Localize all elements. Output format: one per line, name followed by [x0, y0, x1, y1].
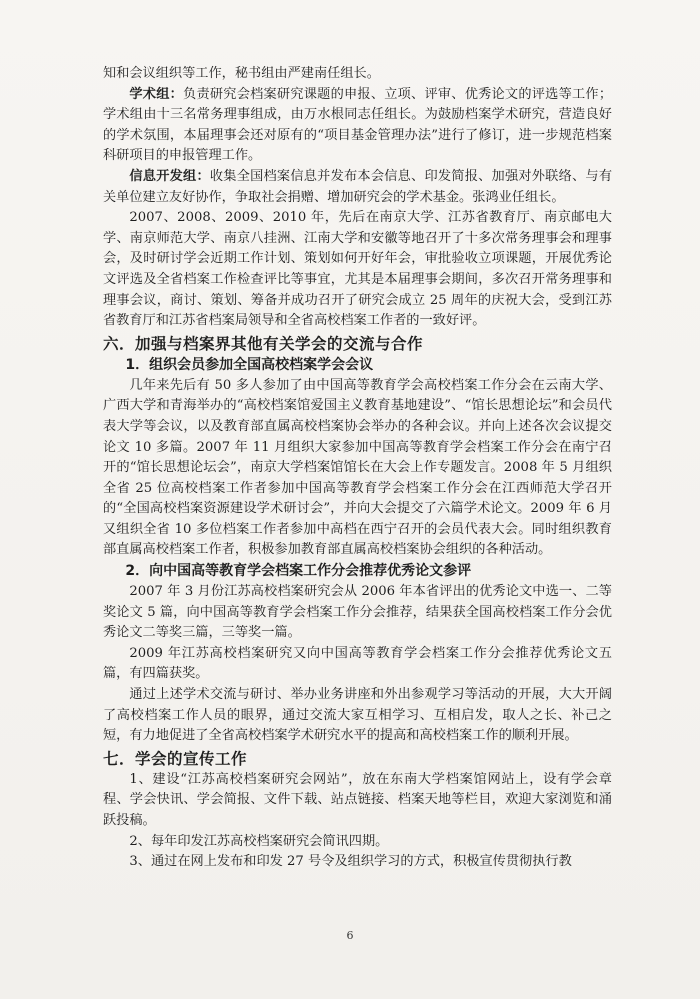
academic-group-lead: 学术组：: [129, 86, 184, 102]
info-group-lead: 信息开发组：: [129, 168, 210, 184]
page-number: 6: [346, 929, 354, 942]
section-6-2-heading: 2．向中国高等教育学会档案工作分会推荐优秀论文参评: [125, 563, 472, 580]
academic-group-paragraph: [103, 85, 612, 167]
section-7-item-3: 3、通过在网上发布和印发 27 号令及组织学习的方式，积极宣传贯彻执行教: [129, 854, 572, 870]
section-7-item-1: 1、建设“江苏高校档案研究会网站”，放在东南大学档案馆网站上，设有学会章程、学会快讯、学会简报、文件下载、站点链接、档案天地等栏目，欢迎大家浏览和涌跃投稿。: [103, 771, 612, 828]
info-group-paragraph: [103, 167, 612, 208]
section-6-summary-paragraph: 通过上述学术交流与研讨、举办业务讲座和外出参观学习等活动的开展，大大开阔了高校档案工作人员的眼界，通过交流大家互相学习、互相启发，取人之长、补己之短，有力地促进了全省高校档案学术研究水平的提高和高校档案工作的顺利开展。: [103, 687, 612, 744]
section-6-1-paragraph: 几年来先后有 50 多人参加了由中国高等教育学会高校档案工作分会在云南大学、广西大学和青海举办的“高校档案馆爱国主义教育基地建设”、“馆长思想论坛”和会员代表大学等会议，以及教育部直属高校档案协会举办的各种会议。并向上述各次会议提交论文 10 多篇。2007 年 11 月组织大家参加中国高等教育学会档案工作分会在南宁召开的“馆长思想论坛会”，南京大学档案馆馆长在大会上作专题发言。2008 年 5 月组织全省 25 位高校档案工作者参加中国高等教育学会档案工作分会在江西师范大学召开的“全国高校档案资源建设学术研讨会”，并向大会提交了六篇学术论文。2009 年 6 月又组织全省 10 多位档案工作者参加中高档在西宁召开的会员代表大会。同时组织教育部直属高校档案工作者，积极参加教育部直属高校档案协会组织的各种活动。: [103, 377, 612, 558]
meetings-paragraph: 2007、2008、2009、2010 年，先后在南京大学、江苏省教育厅、南京邮电大学、南京师范大学、南京八挂洲、江南大学和安徽等地召开了十多次常务理事会和理事会，及时研讨学会近期工作计划、策划如何开好年会，审批验收立项课题，开展优秀论文评选及全省档案工作检查评比等事宜，尤其是本届理事会期间，多次召开常务理事和理事会议，商讨、策划、筹备并成功召开了研究会成立 25 周年的庆祝大会，受到江苏省教育厅和江苏省档案局领导和全省高校档案工作者的一致好评。: [103, 210, 612, 329]
section-7-item-2: 2、每年印发江苏高校档案研究会简讯四期。: [129, 833, 389, 849]
section-6-1-heading: 1．组织会员参加全国高校档案学会会议: [125, 356, 374, 373]
section-6-2-paragraph-a: 2007 年 3 月份江苏高校档案研究会从 2006 年本省评出的优秀论文中选一、二等奖论文 5 篇，向中国高等教育学会档案工作分会推荐，结果获全国高校档案工作分会优秀论文二等奖三篇，三等奖一篇。: [103, 584, 612, 641]
academic-group-text: 负责研究会档案研究课题的申报、立项、评审、优秀论文的评选等工作；学术组由十三名常务理事组成，由万水根同志任组长。为鼓励档案学术研究，营造良好的学术氛围，本届理事会还对原有的“项目基金管理办法”进行了修订，进一步规范档案科研项目的申报管理工作。: [103, 86, 613, 164]
info-group-text: 收集全国档案信息并发布本会信息、印发简报、加强对外联络、与有关单位建立友好协作，争取社会捐赠、增加研究会的学术基金。张鸿业任组长。: [103, 168, 613, 205]
intro-paragraph: 知和会议组织等工作，秘书组由严建南任组长。: [103, 66, 380, 81]
document-body: [103, 64, 612, 873]
section-6-heading: 六．加强与档案界其他有关学会的交流与合作: [103, 334, 424, 353]
section-7-heading: 七．学会的宣传工作: [103, 749, 248, 768]
section-6-2-paragraph-b: 2009 年江苏高校档案研究又向中国高等教育学会档案工作分会推荐优秀论文五篇，有四篇获奖。: [103, 645, 612, 682]
